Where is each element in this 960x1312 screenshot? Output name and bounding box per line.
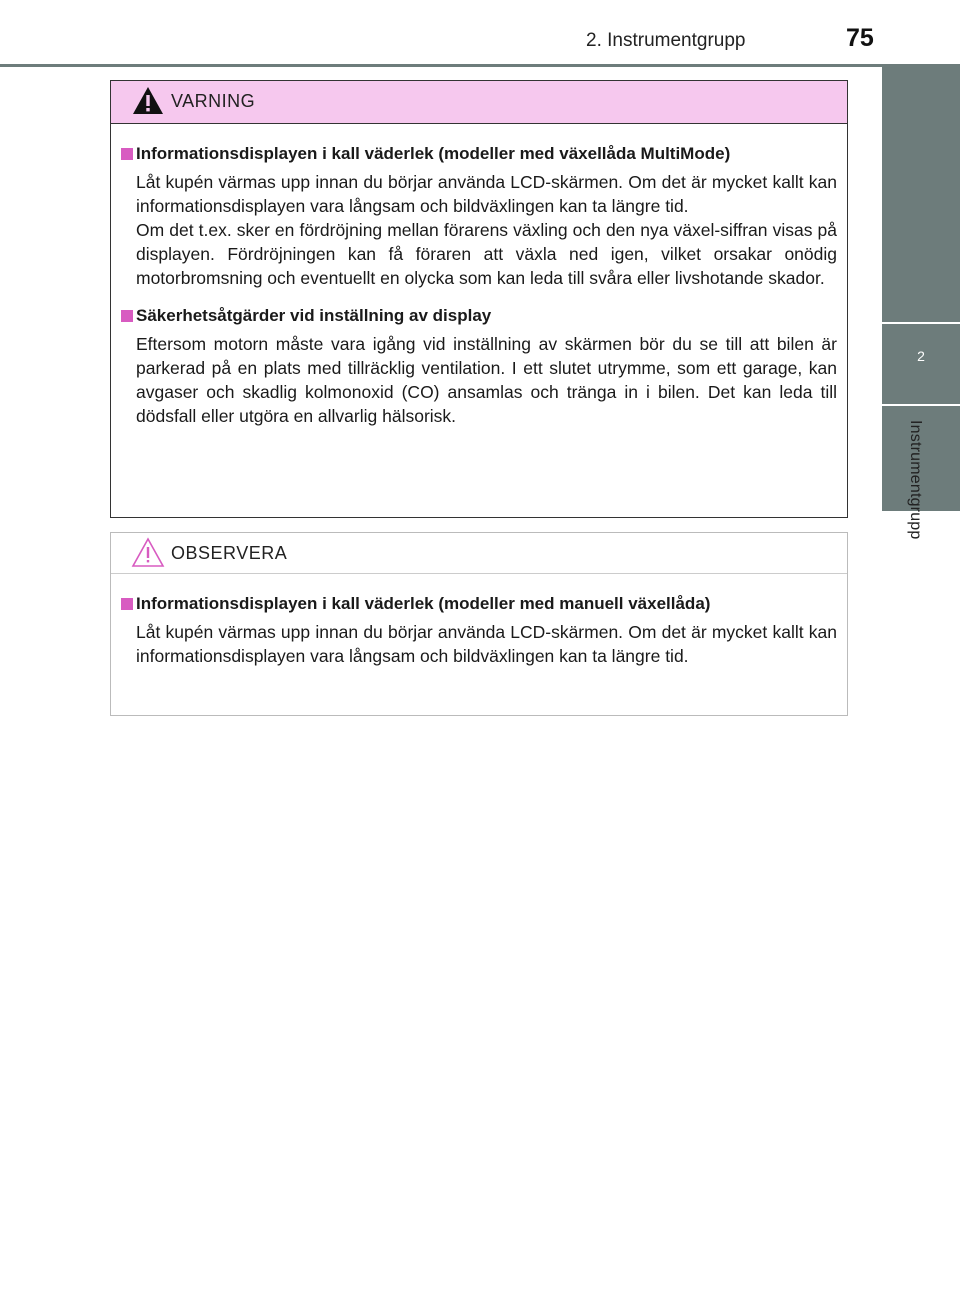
warning-title: VARNING: [171, 91, 256, 111]
caution-box-header: [111, 533, 847, 574]
chapter-label: Instrumentgrupp: [907, 420, 924, 540]
caution-item-paragraph: Låt kupén värmas upp innan du börjar använda LCD-skärmen. Om det är mycket kallt kan informationsdisplayen vara långsam och bildväxlingen kan ta längre tid.: [136, 622, 837, 666]
warning-triangle-icon: [131, 85, 165, 122]
side-tab-upper: [882, 67, 960, 322]
warning-box-header: [111, 81, 847, 124]
header-rule: [0, 64, 960, 67]
caution-triangle-icon: [131, 537, 165, 574]
caution-title: OBSERVERA: [171, 543, 288, 563]
warning-item-heading: Informationsdisplayen i kall väderlek (modeller med växellåda MultiMode): [121, 142, 837, 166]
warning-item-paragraph: Låt kupén värmas upp innan du börjar använda LCD-skärmen. Om det är mycket kallt kan informationsdisplayen vara långsam och bildväxlingen kan ta längre tid.: [136, 172, 837, 216]
bullet-square-icon: [121, 148, 133, 160]
chapter-number: 2: [917, 348, 925, 364]
warning-item-paragraph: Eftersom motorn måste vara igång vid inställning av skärmen bör du se till att bilen är parkerad på en plats med tillräcklig ventilation. I ett slutet utrymme, som ett garage, kan avgaser och skadlig kolmonoxid (CO) ansamlas och tränga in i bilen. Det kan leda till dödsfall eller utgöra en allvarlig hälsorisk.: [136, 334, 837, 426]
bullet-square-icon: [121, 310, 133, 322]
warning-box: [110, 80, 848, 518]
bullet-square-icon: [121, 598, 133, 610]
page-number: 75: [846, 24, 874, 52]
warning-item-heading: Säkerhetsåtgärder vid inställning av display: [121, 304, 837, 328]
caution-item-heading: Informationsdisplayen i kall väderlek (modeller med manuell växellåda): [121, 592, 837, 616]
chapter-tab[interactable]: [882, 324, 960, 404]
header-section-title: 2. Instrumentgrupp: [586, 30, 746, 51]
caution-box: [110, 532, 848, 716]
warning-item-paragraph: Om det t.ex. sker en fördröjning mellan förarens växling och den nya växel-siffran visas på displayen. Fördröjningen kan få föraren att växla ned igen, vilket orsakar onödig motorbromsning och eventuellt en olycka som kan leda till svåra eller livshotande skador.: [136, 220, 837, 288]
